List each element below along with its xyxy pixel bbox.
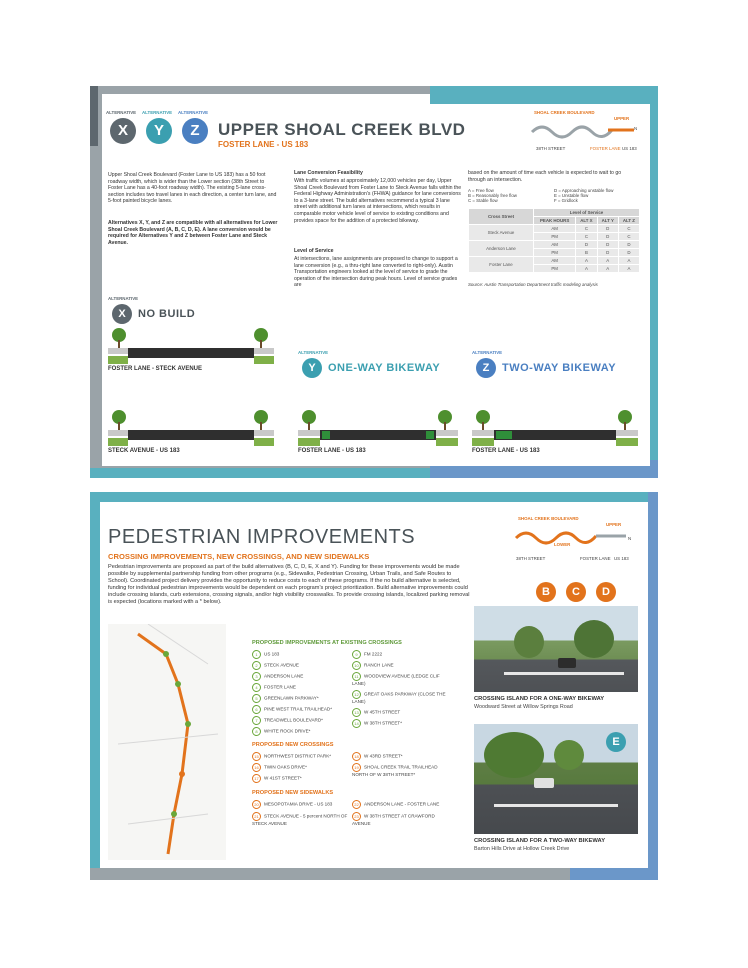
list-number: 7	[252, 716, 261, 725]
col2-paragraph-2: At intersections, lane assignments are proposed to change to support a lane conversion (e.g., a thru-right lane converted to right-only). Austin Transportation engineers looked at the level of service to grade the operation of the intersection during peak hours. Level of service grades are	[294, 256, 458, 289]
col2-heading-2: Level of Service	[294, 248, 334, 254]
col1-paragraph-1: Upper Shoal Creek Boulevard (Foster Lane to US 183) has a 50 foot roadway width, which is wider than the Lower section (38th Street to Foster Lane has a 40-foot roadway width). The existing 5-lane cross-section includes two travel lanes in each direction, a center turn lane, and 5-foot painted bicycle lanes.	[108, 172, 277, 205]
list-number: 4	[252, 683, 261, 692]
frame-right-teal	[650, 86, 658, 478]
list-item	[252, 727, 310, 736]
table-cell: AM	[534, 257, 576, 265]
list-item	[352, 812, 452, 826]
nobuild-x-badge: X	[112, 304, 132, 324]
table-cell: D	[597, 249, 618, 257]
los-legend-b: B = Reasonably free flow	[468, 193, 517, 198]
list-label: ANDERSON LANE	[264, 673, 304, 679]
board2-keymap	[514, 516, 638, 566]
list-label: STECK AVENUE - 5 percent NORTH OF STECK AVENUE	[252, 813, 348, 826]
list-number: 21	[252, 812, 261, 821]
list-item	[352, 661, 394, 670]
keymap-right-label: US 183	[622, 146, 637, 151]
keymap-left-label: 38TH STREET	[516, 556, 546, 561]
list-label: W 43RD STREET*	[364, 753, 403, 759]
alt-y-badge: Y	[146, 118, 172, 144]
board1-panel	[102, 104, 650, 466]
los-legend-f: F = Gridlock	[554, 198, 578, 203]
list-label: FM 2222	[364, 651, 383, 657]
list-item	[352, 752, 403, 761]
tree-icon	[254, 410, 268, 432]
table-cell: A	[576, 265, 597, 273]
list-item	[252, 716, 323, 725]
table-cell: PM	[534, 233, 576, 241]
z-badge: Z	[476, 358, 496, 378]
keymap-upper-label: UPPER	[614, 116, 630, 121]
los-legend-a: A = Free flow	[468, 188, 494, 193]
list-item	[352, 763, 452, 777]
list-item	[352, 719, 402, 728]
table-row	[469, 257, 640, 265]
upper-shoal-creek-board	[90, 86, 658, 478]
xsection-two-way	[472, 404, 638, 446]
keymap-mid-label: FOSTER LANE	[580, 556, 611, 561]
los-legend-d: D = Approaching unstable flow	[554, 188, 614, 193]
list-item	[352, 650, 382, 659]
frame-right-blue	[648, 492, 658, 880]
list-label: GREENLAWN PARKWAY*	[264, 695, 319, 701]
photo1-caption: CROSSING ISLAND FOR A ONE-WAY BIKEWAY	[474, 696, 605, 702]
table-cell: D	[597, 241, 618, 249]
board1-subtitle: FOSTER LANE - US 183	[218, 140, 309, 149]
z-title: TWO-WAY BIKEWAY	[502, 362, 617, 374]
xsection-one-way	[298, 404, 458, 446]
pedestrian-map	[108, 624, 226, 860]
tree-icon	[254, 328, 268, 350]
table-cell: C	[576, 225, 597, 233]
list-label: PINE WEST TRAIL TRAILHEAD*	[264, 706, 332, 712]
table-cell: A	[618, 257, 639, 265]
list-item	[252, 763, 307, 772]
tree-icon	[618, 410, 632, 432]
table-cell: PM	[534, 249, 576, 257]
list-number: 2	[252, 661, 261, 670]
list-label: WOODVIEW AVENUE (LEDGE CLIF LANE)	[352, 673, 440, 686]
los-street-steck: Steck Avenue	[469, 225, 534, 241]
table-cell: B	[576, 249, 597, 257]
los-header-los: Level of Service	[534, 209, 640, 217]
list-number: 22	[352, 800, 361, 809]
xsection-nobuild-steck-us183	[108, 404, 274, 446]
table-row	[469, 241, 640, 249]
list-item	[252, 752, 331, 761]
new-sidewalks-heading: PROPOSED NEW SIDEWALKS	[252, 790, 334, 796]
board2-subtitle: CROSSING IMPROVEMENTS, NEW CROSSINGS, AND NEW SIDEWALKS	[108, 552, 370, 561]
alt-d-badge: D	[596, 582, 616, 602]
list-number: 5	[252, 694, 261, 703]
los-legend-c: C = Stable flow	[468, 198, 498, 203]
list-label: STECK AVENUE	[264, 662, 299, 668]
y-title: ONE-WAY BIKEWAY	[328, 362, 441, 374]
list-number: 11	[352, 672, 361, 681]
table-cell: PM	[534, 265, 576, 273]
list-item	[252, 694, 319, 703]
table-cell: D	[597, 233, 618, 241]
table-cell: C	[576, 233, 597, 241]
list-item	[352, 690, 452, 704]
nobuild-alt-label: ALTERNATIVE	[108, 296, 139, 301]
tree-icon	[438, 410, 452, 432]
table-cell: AM	[534, 225, 576, 233]
list-number: 1	[252, 650, 261, 659]
list-number: 13	[352, 708, 361, 717]
alt-x-badge: X	[110, 118, 136, 144]
alt-e-badge: E	[606, 732, 626, 752]
pedestrian-improvements-board	[90, 492, 658, 880]
list-number: 10	[352, 661, 361, 670]
alt-z-badge: Z	[182, 118, 208, 144]
list-label: TREADWELL BOULEVARD*	[264, 717, 323, 723]
list-number: 9	[352, 650, 361, 659]
xsection-label-3: FOSTER LANE - US 183	[298, 448, 366, 454]
table-cell: AM	[534, 241, 576, 249]
frame-left-dark	[90, 86, 98, 146]
frame-bottom-teal	[90, 468, 430, 478]
list-item	[252, 705, 332, 714]
xsection-label-2: STECK AVENUE - US 183	[108, 448, 180, 454]
xsection-label-4: FOSTER LANE - US 183	[472, 448, 540, 454]
list-number: 8	[252, 727, 261, 736]
list-number: 20	[252, 800, 261, 809]
list-number: 14	[352, 719, 361, 728]
list-item	[252, 800, 348, 809]
tree-icon	[476, 410, 490, 432]
los-legend-e: E = Unstable flow	[554, 193, 589, 198]
los-header-alt-z: ALT Z	[618, 217, 639, 225]
list-item	[352, 708, 400, 717]
list-label: ANDERSON LANE - FOSTER LANE	[364, 801, 440, 807]
table-cell: D	[618, 249, 639, 257]
frame-top-teal	[430, 86, 658, 104]
tree-icon	[112, 410, 126, 432]
alt-label-z: ALTERNATIVE	[178, 110, 209, 115]
list-number: 18	[352, 752, 361, 761]
list-item	[252, 774, 302, 783]
los-street-anderson: Anderson Lane	[469, 241, 534, 257]
existing-crossings-heading: PROPOSED IMPROVEMENTS AT EXISTING CROSSINGS	[252, 640, 402, 646]
board2-panel	[100, 502, 648, 868]
board1-keymap	[530, 110, 642, 156]
new-crossings-heading: PROPOSED NEW CROSSINGS	[252, 742, 334, 748]
list-label: NORTHWEST DISTRICT PARK*	[264, 753, 332, 759]
keymap-right-label: US 183	[614, 556, 629, 561]
list-item	[252, 812, 348, 826]
list-number: 16	[252, 763, 261, 772]
keymap-road-line-icon	[514, 524, 638, 554]
table-cell: A	[618, 265, 639, 273]
list-label: SHOAL CREEK TRAIL TRAILHEAD NORTH OF W 38TH STREET*	[352, 764, 438, 777]
alt-label-y: ALTERNATIVE	[142, 110, 173, 115]
los-table	[468, 208, 640, 273]
list-number: 3	[252, 672, 261, 681]
table-cell: D	[576, 241, 597, 249]
alt-label-x: ALTERNATIVE	[106, 110, 137, 115]
list-number: 6	[252, 705, 261, 714]
list-number: 23	[352, 812, 361, 821]
board2-title: PEDESTRIAN IMPROVEMENTS	[108, 526, 416, 548]
table-cell: D	[618, 241, 639, 249]
y-alt-label: ALTERNATIVE	[298, 350, 329, 355]
list-label: W 45TH STREET	[364, 709, 401, 715]
frame-top-teal	[90, 492, 658, 502]
list-number: 17	[252, 774, 261, 783]
los-header-cross: Cross Street	[469, 209, 534, 225]
table-cell: A	[597, 265, 618, 273]
keymap-upper-label: UPPER	[606, 522, 622, 527]
list-label: W 38TH STREET*	[364, 720, 403, 726]
list-label: W 41ST STREET*	[264, 775, 302, 781]
board1-title: UPPER SHOAL CREEK BLVD	[218, 120, 466, 139]
north-arrow-icon: N	[634, 126, 638, 131]
keymap-left-label: 38TH STREET	[536, 146, 566, 151]
photo-one-way-crossing	[474, 606, 638, 692]
table-cell: D	[597, 225, 618, 233]
list-number: 19	[352, 763, 361, 772]
xsection-label-1: FOSTER LANE - STECK AVENUE	[108, 366, 203, 372]
alt-b-badge: B	[536, 582, 556, 602]
list-label: FOSTER LANE	[264, 684, 296, 690]
keymap-road-label: SHOAL CREEK BOULEVARD	[518, 516, 579, 521]
table-cell: A	[597, 257, 618, 265]
tree-icon	[112, 328, 126, 350]
los-header-alt-x: ALT X	[576, 217, 597, 225]
y-badge: Y	[302, 358, 322, 378]
list-label: US 183	[264, 651, 280, 657]
table-row	[469, 225, 640, 233]
table-cell: C	[618, 225, 639, 233]
keymap-lower-label: LOWER	[554, 542, 571, 547]
table-cell: C	[618, 233, 639, 241]
frame-left-teal	[90, 492, 100, 880]
keymap-road-label: SHOAL CREEK BOULEVARD	[534, 110, 595, 115]
list-item	[352, 672, 452, 686]
list-item	[252, 661, 299, 670]
list-item	[252, 650, 279, 659]
list-label: GREAT OAKS PARKWAY (CLOSE THE LANE)	[352, 691, 446, 704]
list-label: TWIN OAKS DRIVE*	[264, 764, 307, 770]
tree-icon	[302, 410, 316, 432]
keymap-road-line-icon	[530, 118, 642, 142]
list-label: W 38TH STREET AT CRAWFORD AVENUE	[352, 813, 435, 826]
photo2-subcaption: Barton Hills Drive at Hollow Creek Drive	[474, 846, 570, 852]
los-header-peak: PEAK HOURS	[534, 217, 576, 225]
z-alt-label: ALTERNATIVE	[472, 350, 503, 355]
list-item	[252, 683, 296, 692]
list-item	[352, 800, 452, 809]
list-label: MESOPOTAMIA DRIVE - US 183	[264, 801, 333, 807]
list-number: 12	[352, 690, 361, 699]
nobuild-title: NO BUILD	[138, 308, 196, 320]
los-street-foster: Foster Lane	[469, 257, 534, 273]
los-header-alt-y: ALT Y	[597, 217, 618, 225]
col1-paragraph-2: Alternatives X, Y, and Z are compatible with all alternatives for Lower Shoal Creek Boulevard (A, B, C, D, E). A lane conversion would be required for Alternatives Y and Z between Foster Lane and Steck Avenue.	[108, 220, 278, 246]
photo2-caption: CROSSING ISLAND FOR A TWO-WAY BIKEWAY	[474, 838, 606, 844]
list-number: 15	[252, 752, 261, 761]
table-cell: A	[576, 257, 597, 265]
list-item	[252, 672, 303, 681]
xsection-nobuild-foster-steck	[108, 322, 274, 364]
board2-intro: Pedestrian improvements are proposed as part of the build alternatives (B, C, D, E, X and Y). Funding for these improvements would be made possible by supplemental partnership funding from other programs (e.g., Sidewalks, Pedestrian Crossing, Urban Trails, and Safe Routes to School). Coordinated project delivery provides the opportunity to reduce costs to each of these programs. If the no build alternative is selected, funding for individual pedestrian improvements would be dependent on each program's project prioritization. Build alternative improvements could include crossing islands, curb extensions, crossing signals, and/or high visibility crosswalks. To provide crossing islands, localized parking removal is expected (locations marked with a * below).	[108, 564, 470, 605]
col3-paragraph-1: based on the amount of time each vehicle is expected to wait to go through an intersection.	[468, 170, 622, 183]
list-label: RANCH LANE	[364, 662, 394, 668]
photo1-subcaption: Woodward Street at Willow Springs Road	[474, 704, 573, 710]
los-source: Source: Austin Transportation Department traffic modeling analysis	[468, 282, 598, 287]
keymap-mid-label: FOSTER LANE	[590, 146, 621, 151]
col2-heading-1: Lane Conversion Feasibility	[294, 170, 363, 176]
col2-paragraph-1: With traffic volumes at approximately 12,000 vehicles per day, Upper Shoal Creek Boulevard from Foster Lane to Steck Avenue falls within the Federal Highway Administration's (FHWA) guidance for lane conversions to a 3-lane street. The build alternatives recommend a typical 3 lane street with additional turn lanes at intersections, which results in comparable motor vehicle level of service to existing conditions and provides space for the addition of a protected bikeway.	[294, 178, 462, 224]
list-label: WHITE ROCK DRIVE*	[264, 728, 311, 734]
north-arrow-icon: N	[628, 536, 632, 541]
alt-c-badge: C	[566, 582, 586, 602]
